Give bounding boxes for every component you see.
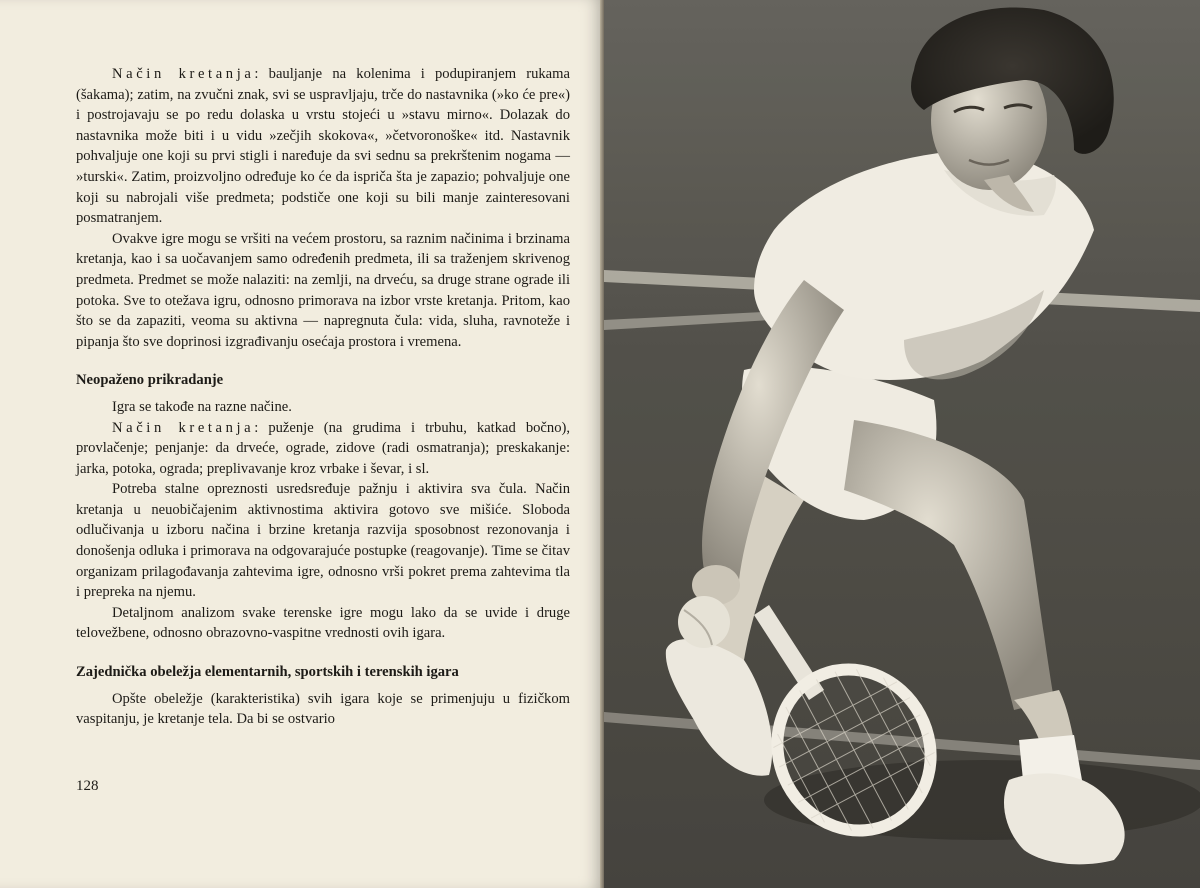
- paragraph: [76, 418, 570, 480]
- paragraph: [76, 479, 570, 603]
- paragraph-text: Opšte obeležje (karakteristika) svih igara koje se primenjuju u fizičkom vaspitanju, je kretanje tela. Da bi se ostvario: [76, 690, 570, 728]
- lead-term: Način kretanja: [112, 419, 255, 436]
- paragraph: [76, 229, 570, 353]
- paragraph: [76, 603, 570, 644]
- paragraph: [76, 689, 570, 730]
- tennis-player-photo: [604, 0, 1200, 888]
- section-heading: Neopaženo prikradanje: [76, 372, 224, 389]
- page-number: 128: [76, 778, 99, 794]
- paragraph-text: Igra se takođe na razne načine.: [112, 398, 292, 415]
- paragraph: [76, 397, 570, 418]
- right-page: [604, 0, 1200, 888]
- paragraph: [76, 64, 570, 229]
- section-heading: Zajednička obeležja elementarnih, sportskih i terenskih igara: [76, 664, 459, 681]
- paragraph-text: Detaljnom analizom svake terenske igre mogu lako da se uvide i druge telovežbene, odnosno obrazovno-vaspitne vrednosti ovih igara.: [76, 604, 570, 642]
- tennis-ball: [678, 596, 730, 648]
- body-text: [76, 64, 570, 730]
- paragraph-text: Potreba stalne opreznosti usredsređuje pažnju i aktivira sva čula. Način kretanja u neuobičajenim aktivnostima aktivira gotovo sve mišiće. Sloboda odlučivanja u izboru načina i brzine kretanja razvija sposobnost rezonovanja i donošenja odluka i primorava na odgovarajuće postupke (reagovanje). Time se čitav organizam prilagođavanja zahtevima igre, odnosno vrši pokret prema zahtevima tla i prepreka na njemu.: [76, 481, 570, 601]
- paragraph-text: : puženje (na grudima i trbuhu, katkad bočno), provlačenje; penjanje: da drveće, ograde, zidove (radi osmatranja); preskakanje: jarka, potoka, ograda; preplivavanje kroz vrbake i ševar, i sl.: [76, 419, 570, 477]
- lead-term: Način kretanja: [112, 66, 255, 82]
- paragraph-text: : bauljanje na kolenima i podupiranjem rukama (šakama); zatim, na zvučni znak, svi se uspravljaju, trče do nastavnika (»ko će pre«) i postrojavaju se po redu dolaska u vrstu stojeći u »stavu mirno«. Dolazak do nastavnika može biti i u vidu »zečjih skokova«, »četvoronoške« itd. Nastavnik pohvaljuje one koji su prvi stigli i naređuje da svi sednu sa prekrštenim nogama — »turski«. Zatim, proizvoljno određuje ko će da ispriča šta je zapazio; pohvaljuje one koji su nabrojali više predmeta; podstiče one koji su bili manje zainteresovani posmatranjem.: [76, 66, 570, 227]
- paragraph-text: Ovakve igre mogu se vršiti na većem prostoru, sa raznim načinima i brzinama kretanja, kao i sa uočavanjem samo određenih predmeta, ili sa traženjem skrivenog predmeta. Predmet se može nalaziti: na zemlji, na drveću, sa druge strane ograde ili potoka. Sve to otežava igru, odnosno primorava na izbor vrste kretanja. Pritom, kao što se da zapaziti, veoma su aktivna — napregnuta čula: vida, sluha, ravnoteže i pipanja što sve doprinosi izgrađivanju osećaja prostora i vremena.: [76, 230, 570, 350]
